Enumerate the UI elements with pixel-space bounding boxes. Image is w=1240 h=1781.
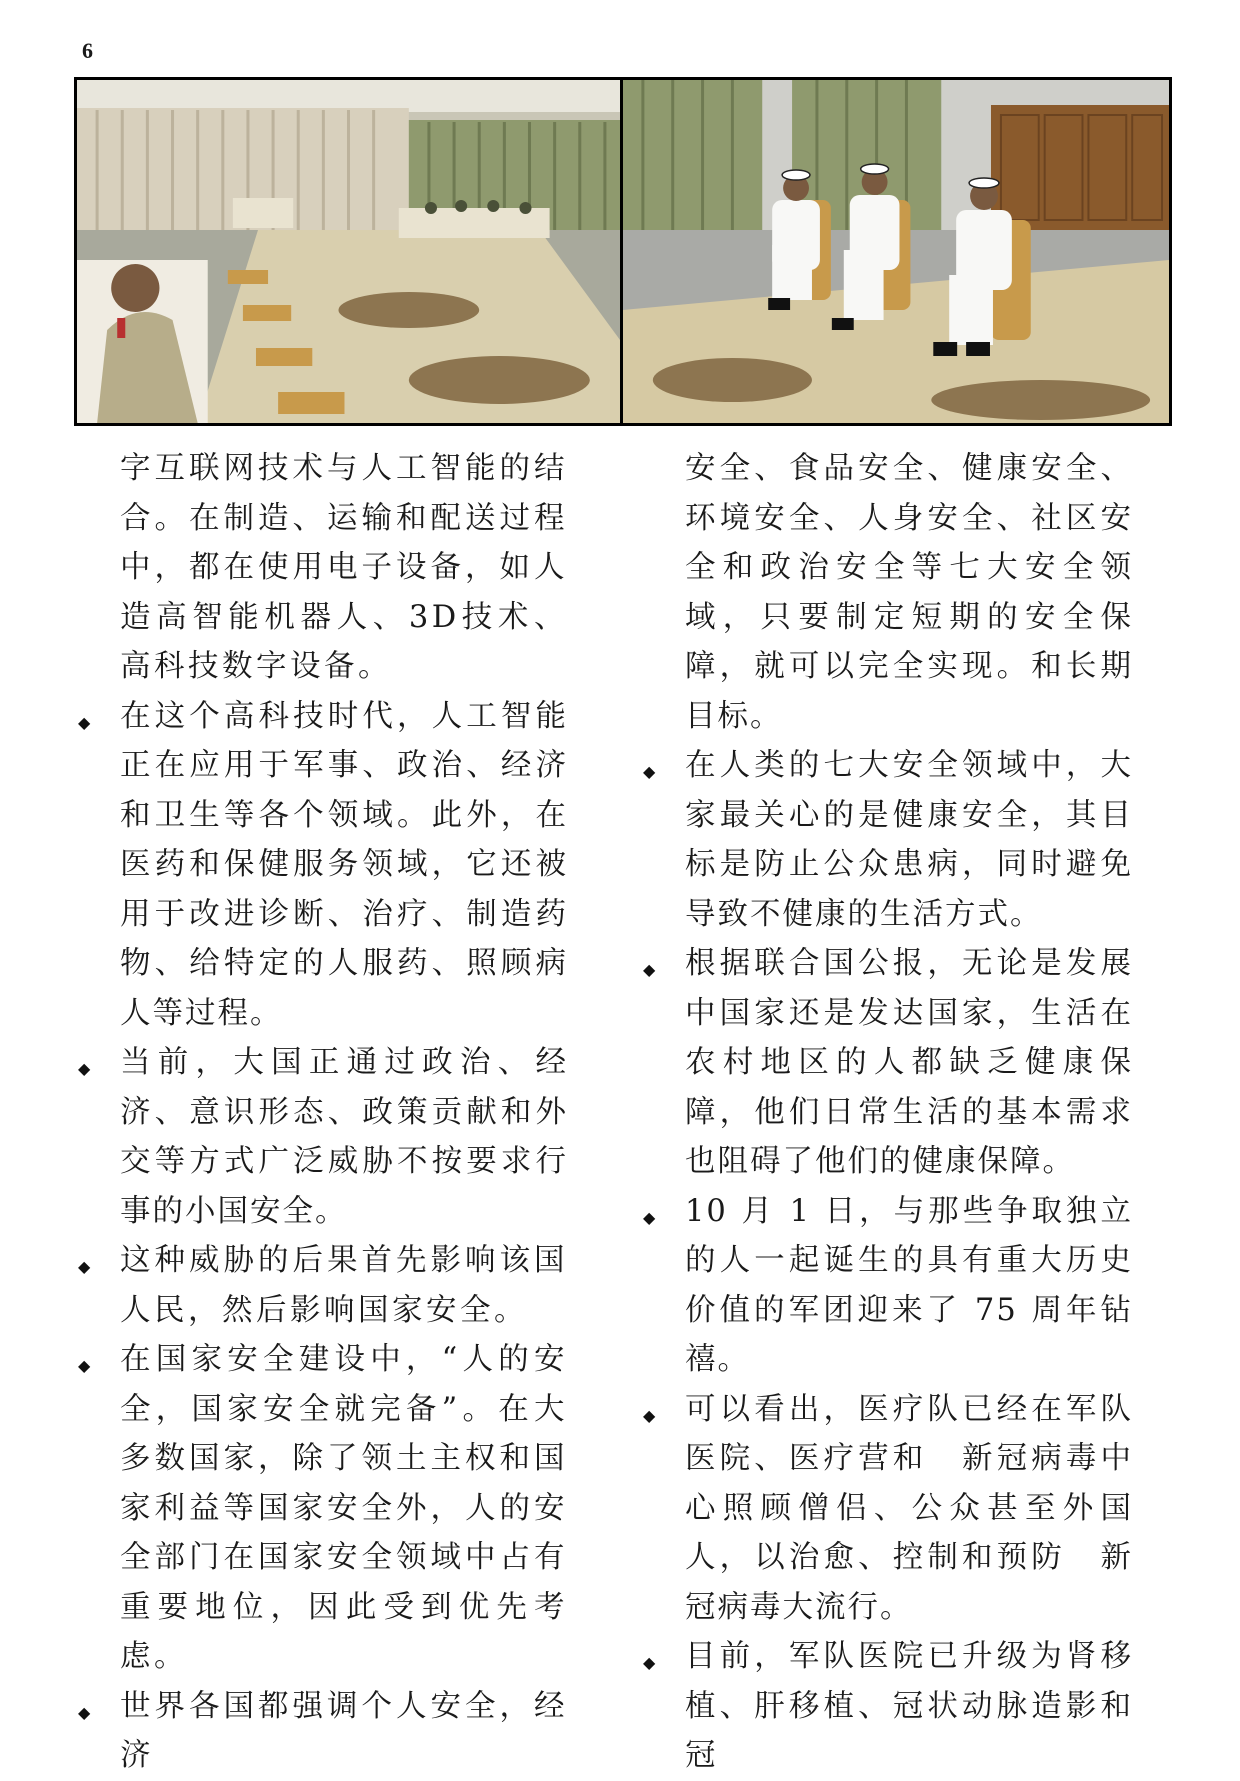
bullet-icon: ◆ xyxy=(78,712,93,732)
right-paragraph-2 xyxy=(643,741,1133,939)
photo-strip xyxy=(74,77,1172,426)
bullet-icon: ◆ xyxy=(643,960,658,979)
left-text-column xyxy=(78,444,568,1781)
paragraph-text: 世界各国都强调个人安全，经济 xyxy=(120,1688,568,1773)
left-paragraph-3 xyxy=(78,1038,568,1236)
paragraph-text: 字互联网技术与人工智能的结合。在制造、运输和配送过程中，都在使用电子设备，如人造高智能机器人、3D技术、高科技数字设备。 xyxy=(120,451,568,684)
paragraph-text: 当前，大国正通过政治、经济、意识形态、政策贡献和外交等方式广泛威胁不按要求行事的小国安全。 xyxy=(120,1045,568,1229)
meeting-hall-photo xyxy=(77,80,623,423)
left-paragraph-1 xyxy=(78,444,568,692)
left-paragraph-2 xyxy=(78,692,568,1039)
left-paragraph-6 xyxy=(78,1682,568,1781)
right-paragraph-4 xyxy=(643,1187,1133,1385)
bullet-icon: ◆ xyxy=(78,1059,93,1078)
right-paragraph-6 xyxy=(643,1632,1133,1781)
bullet-icon: ◆ xyxy=(78,1356,94,1375)
right-text-column xyxy=(643,444,1133,1781)
paragraph-text: 根据联合国公报，无论是发展中国家还是发达国家，生活在农村地区的人都缺乏健康保障，他们日常生活的基本需求也阻碍了他们的健康保障。 xyxy=(685,946,1133,1179)
right-paragraph-5 xyxy=(643,1385,1133,1633)
paragraph-text: 安全、食品安全、健康安全、环境安全、人身安全、社区安全和政治安全等七大安全领域，只要制定短期的安全保障，就可以完全实现。和长期目标。 xyxy=(685,451,1133,734)
bullet-icon: ◆ xyxy=(643,1405,658,1425)
left-paragraph-5 xyxy=(78,1335,568,1682)
naval-cadets-photo xyxy=(623,80,1169,423)
paragraph-text: 在这个高科技时代，人工智能正在应用于军事、政治、经济和卫生等各个领域。此外，在医药和保健服务领域，它还被用于改进诊断、治疗、制造药物、给特定的人服药、照顾病人等过程。 xyxy=(120,698,568,1031)
paragraph-text: 这种威胁的后果首先影响该国人民，然后影响国家安全。 xyxy=(120,1243,568,1328)
bullet-icon: ◆ xyxy=(643,762,658,781)
right-paragraph-1 xyxy=(643,444,1133,741)
left-paragraph-4 xyxy=(78,1236,568,1335)
bullet-icon: ◆ xyxy=(643,1653,658,1672)
page-number: 6 xyxy=(82,38,93,63)
bullet-icon: ◆ xyxy=(78,1257,94,1276)
paragraph-text: 10 月 1 日，与那些争取独立的人一起诞生的具有重大历史价值的军团迎来了 75 周年钻禧。 xyxy=(685,1193,1133,1377)
bullet-icon: ◆ xyxy=(78,1702,94,1722)
paragraph-text: 可以看出，医疗队已经在军队医院、医疗营和 新冠病毒中心照顾僧侣、公众甚至外国人，以治愈、控制和预防 新冠病毒大流行。 xyxy=(685,1391,1133,1625)
bullet-icon: ◆ xyxy=(643,1207,658,1227)
paragraph-text: 在人类的七大安全领域中，大家最关心的是健康安全，其目标是防止公众患病，同时避免导致不健康的生活方式。 xyxy=(685,748,1133,932)
right-paragraph-3 xyxy=(643,939,1133,1187)
paragraph-text: 在国家安全建设中，“人的安全，国家安全就完备”。在大多数国家，除了领土主权和国家利益等国家安全外，人的安全部门在国家安全领域中占有重要地位，因此受到优先考虑。 xyxy=(120,1342,568,1674)
paragraph-text: 目前，军队医院已升级为肾移植、肝移植、冠状动脉造影和冠 xyxy=(685,1639,1133,1773)
